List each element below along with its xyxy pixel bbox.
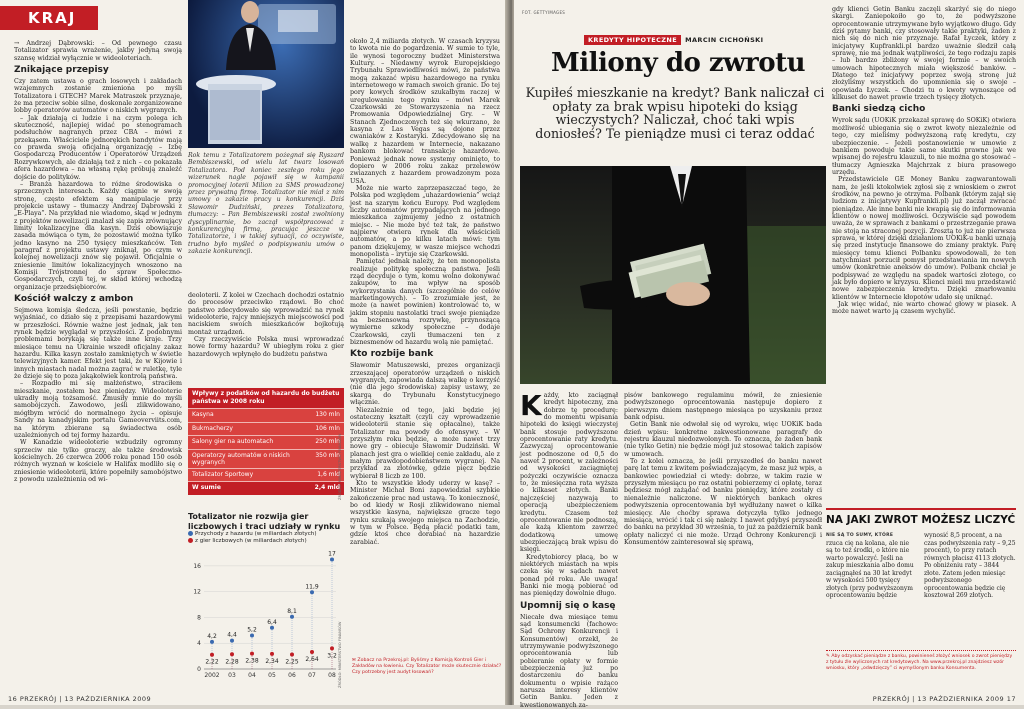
paragraph: Jak więc widać, nie warto chować głowy w piasek. A może nawet warto ją czasem wychylić. bbox=[832, 301, 1016, 316]
chart-point bbox=[210, 653, 214, 657]
revenue-chart bbox=[188, 512, 344, 690]
right-column-2 bbox=[624, 392, 822, 684]
chart-y-tick: 8 bbox=[197, 614, 201, 622]
left-column-2-text bbox=[188, 292, 344, 384]
paragraph: Sejmowa komisja śledcza, jeśli powstanie, będzie wyjaśniać, co działo się z przepisami hazardowymi w przeszłości. Równie ważne jest jednak, jak ten rynek będzie wyglądał w przyszłości. Z podobnymi problemami borykają się także inne kraje. Trzy miesiące temu na Ukrainie wszedł oficjalny zakaz hazardu. Kilka kasyn zostało zamkniętych w świetle telewizyjnych kamer. Efekt jest taki, że w Kijowie i innych miastach nadal można zagrać w ruletkę, tyle że dzieje się to poza jakąkolwiek kontrolą państwa. bbox=[14, 307, 182, 381]
chart-x-tick: 05 bbox=[268, 672, 276, 679]
chart-data-label: 2,28 bbox=[225, 658, 239, 666]
chart-y-tick: 4 bbox=[197, 640, 201, 648]
chart-title: Totalizator nie rozwija gier liczbowych i traci udziały w rynku bbox=[188, 512, 341, 531]
table-row: Operatorzy automatów o niskich wygranych 350 mln bbox=[188, 449, 344, 468]
tv-presenter-photo bbox=[188, 0, 344, 148]
right-column-3 bbox=[832, 6, 1016, 504]
kicker bbox=[584, 36, 763, 44]
box-note[interactable]: ✎ Aby odzyskać pieniądze z banku, powinieneś złożyć wniosek o zwrot pieniędzy z tytułu źle wyliczonych rat kredytowych. Na www.przekroj.pl znajdziesz wzór wniosku, który „odwdzięczy” ci wymyślonym banku Konsumenta. bbox=[826, 650, 1016, 672]
chart-point bbox=[230, 639, 234, 643]
chart-data-label: 2,38 bbox=[245, 657, 259, 665]
subheading-banki: Banki siedzą cicho bbox=[832, 104, 926, 115]
table-sum-row: W sumie 2,4 mld bbox=[188, 481, 344, 495]
chart-data-label: 2,22 bbox=[205, 658, 219, 666]
page-folio-left: 16 PRZEKRÓJ | 13 PAŹDZIERNIKA 2009 bbox=[8, 695, 152, 703]
paragraph: Pamiętać jednak należy, że ten monopolista realizuje politykę społeczną państwa. Jeśli rząd decyduje o tym, komu wolno dokonywać zakupów, to ma wpływ na sposób wykorzystania danych (szczególnie do celów marketingowych). – To zrozumiałe jest, że może (a nawet powinien) kontrolować to, w jakim stopniu nastolatki traci swoje pieniądze na bezsensowną rozrywkę, przynoszącą wymierne szkody społeczne – dodaje Czarkowski, czyli tłumaczeni ten z biznesmenów od hazardu wolą nie pamiętać. bbox=[350, 258, 500, 347]
chart-data-label: 8,1 bbox=[287, 607, 297, 615]
chart-x-tick: 07 bbox=[308, 672, 316, 679]
man-with-money-photo bbox=[520, 166, 826, 384]
left-column-1 bbox=[14, 40, 182, 690]
table-row: Bukmacherzy 106 mln bbox=[188, 422, 344, 436]
box-left-head: NIE SĄ TO SUMY, KTÓRE bbox=[826, 533, 894, 538]
lead-paragraph: Kupiłeś mieszkanie na kredyt? Bank naliczał ci opłaty za brak wpisu hipoteki do ksiąg wieczystych? Naliczał, choć taki wpis doniosłeś? Te pieniądze musi ci teraz oddać bbox=[525, 85, 825, 141]
kicker-tag: KREDYTY HIPOTECZNE bbox=[584, 35, 681, 45]
subheading-znikajace: Znikające przepisy bbox=[14, 65, 109, 76]
paragraph: Getin Bank nie odwołał się od wyroku, więc UOKiK bada dzień wpisu: konkretne zakwestionowane paragrafy do rejestru klauzul niedozwolonych. To oznacza, że żaden bank (nie tylko Getin) nie będzie mógł już stosować takich zapisów w umowach. bbox=[624, 421, 822, 458]
chart-source: ŹRÓDŁO: MINISTERSTWO FINANSÓW bbox=[338, 621, 342, 688]
chart-y-tick: 12 bbox=[193, 588, 201, 596]
chart-data-label: 4,4 bbox=[227, 631, 237, 639]
chart-point bbox=[310, 590, 314, 594]
paragraph: Kto te wszystkie kłody uderzy w kasę? – Minister Michał Boni zapowiedział szybkie zakończenie prac nad ustawą. To konieczność, bo od kiedy w Rosji zlikwidowano niemal wszystkie kasyna, największe gracze tego rynku szukają swojego miejsca na Zachodzie, w tym w Polsce. Będą płacić podatki tam, gdzie ktoś chce dorabiać na hazardzie zarabiać. bbox=[350, 479, 500, 546]
right-page bbox=[514, 0, 1024, 709]
paragraph: – Rozpadło mi się małżeństwo, straciłem mieszkanie, zostałem bez pieniędzy. Wideoloterie ukradły moją tożsamość. Zmusiły mnie do myśli samobójczych. Zawodowo, jeśli zlikwidowano, mógłbym wrócić do normalnego życia – opisuje Sandy na kanadyjskim portalu Gameoverviits.com, na którym zbierane są świadectwa osób uzależnionych od tej formy hazardu. bbox=[14, 380, 182, 439]
chart-data-label: 6,4 bbox=[267, 618, 277, 626]
paragraph: To z kolei oznacza, że jeśli przyszedłeś do banku nawet parę lat temu z kwitem poświadczającym, że masz już wpis, a bankowiec powiedział ci wtedy: dobrze, w takim razie w przyszłym miesiącu po raz ostatni pobierzemy ci opłatę, teraz będziesz mógł zażądać od banku pieniędzy, które zostały ci nienależnie naliczone. W niektórych bankach okres podwyższenia oprocentowania był wydłużany nawet o kilka miesięcy. Ale choćby sprawa dotyczyła tylko jednego miesiąca, wrócić i tak ci się należy. I nawet gdybyś przyszedł do banku na przykład 30 września, to już za październik bank opłaty naliczyć ci nie może. Urząd Ochrony Konkurencji i Konsumentów zainteresował się sprawą, bbox=[624, 458, 822, 546]
author-name: MARCIN CICHOŃSKI bbox=[685, 36, 764, 44]
paragraph: gdy klienci Getin Banku zaczęli skarżyć się do niego skargi. Zaniepokoiło go to, że podwyższone oprocentowanie utrzymywane było wyjątkowo długo. Gdy dziś pytamy banki, czy stosowały takie praktyki, żaden z nich się do nich nie przyznaje. Rafał Łyczek, który z inicjatywy Kupfrankli.pl bardzo uważnie śledził całą sprawę, nie ma jednak wątpliwości, że tego rodzaju zapis – lub bardzo zbliżony w swojej formie – w swoich umowach hipotecznych miała większość banków. – Dlatego też inicjatywy poprzez swoją stronę już złożyliśmy wszystkich do upomnienia się o swoje – opowiada Łyczek. – Chodzi tu o kwoty wynoszące od kilkuset do nawet prawie trzech tysięcy złotych. bbox=[832, 6, 1016, 102]
box-left-text: rzuca cię na kolana, ale nie są to też środki, o które nie warto powalczyć. Jeśli na zakup mieszkania albo domu zaciągnąłeś na 30 lat kredyt w wysokości 500 tysięcy złotych (przy podwyższonym oprocentowaniu będzie bbox=[826, 539, 914, 599]
paragraph: Czy rzeczywiście Polska musi wprowadzać nowe formy hazardu? W ubiegłym roku z gier hazardowych wpłynęło do budżetu państwa bbox=[188, 336, 344, 358]
note-icon: ✎ bbox=[826, 654, 832, 659]
photo-caption: Rok temu z Totalizatorem pożegnał się Ryszard Bembiszewski, od wielu lat twarz losowań Totalizatora. Pod koniec zeszłego roku jego wizerunek nagle pojawił się w kampanii promocyjnej loterii Milion za SMS prowadzonej przez prywatną firmę. Totalizator nie miał z nim umowy o zakazie pracy u konkurencji. Dziś Sławomir Dudziński, prezes Totalizatora, tłumaczy: – Pan Bembiszewski został zwolniony dyscyplinarnie, bo zaczął współpracować z konkurencyjną firmą, pracując jeszcze w Totalizatorze, i w takiej sytuacji, co oczywiste, trudno było myśleć o podpisywaniu umów o zakazie konkurencji. bbox=[188, 152, 344, 256]
table-source: ŹRÓDŁO: MINISTERSTWO FINANSÓW bbox=[338, 433, 342, 500]
paragraph: około 2,4 miliarda złotych. W czasach kryzysu to kwota nie do pogardzenia. W sumie to tyle, ile wynosi tegoroczny budżet Ministerstwa Kultury. – Niedawny wyrok Europejskiego Trybunału Sprawiedliwości mówi, że państwa mogą zakazać wpisu hazardowego na rynku internetowego w ramach swoich granic. Do tej pory kowych środków szukałbym raczej w uregulowaniu tego rynku – mówi Marek Czarkowski ze Stowarzyszenia na rzecz Promowania Odpowiedzialnej Gry. – W Stanach Zjednoczonych też się wkurzano, że kasyna z Las Vegas są dojone przez cwaniaków z Kostaryki. Zdecydowano się na walkę z hazardem w Internecie, nakazano bankom blokować transakcje hazardowe. Ponieważ jednak nowe systemy ominięto, to dopiero w 2006 roku zakaz przelewów zwiazanych z hazardem prowadzonym poza USA. bbox=[350, 38, 500, 185]
intro-paragraph: → Andrzej Dąbrowski: – Od pewnego czasu Totalizator sprawia wrażenie, jakby jedyną swoją szansę widział wyłącznie w wideoloteriach. bbox=[14, 40, 182, 62]
tax-revenue-table bbox=[188, 388, 344, 495]
left-column-3 bbox=[350, 38, 500, 654]
right-column-1 bbox=[520, 389, 618, 709]
chart-y-tick: 0 bbox=[197, 666, 201, 673]
photo-credit: FOT. GETTYIMAGES bbox=[522, 10, 566, 15]
box-right-column bbox=[924, 532, 1016, 600]
chart-data-label: 3,2 bbox=[327, 652, 337, 660]
chart-x-tick: 03 bbox=[228, 672, 236, 679]
table-row: Kasyna 130 mln bbox=[188, 408, 344, 422]
chart-plot bbox=[188, 545, 344, 683]
subheading-kto-rozbije: Kto rozbije bank bbox=[350, 349, 434, 360]
chart-point bbox=[290, 615, 294, 619]
chart-point bbox=[270, 626, 274, 630]
website-promo[interactable]: ✉ Zobacz na Przekroj.pl: Byliśmy z Komisją Kontroli Gier i Zakładów na łowieniu. Czy Totalizator może skutecznie działać? Czy potrzebny jest audyt łosowań? bbox=[352, 658, 502, 675]
chart-y-tick: 16 bbox=[193, 562, 201, 570]
promo-icon: ✉ bbox=[352, 658, 358, 663]
paragraph: – Jak działają ci ludzie i na czym polega ich skuteczność, najlepiej widać po stenogramach podsłuchów nagranych przez CBA – mówi z przekąsem. Właściciele jednorękich bandytów mają co prawda swoją oficjalną organizację – Izbę Gospodarczą Producentów i Operatorów Urządzeń Rozrywkowych, ale działają też z nich – co pokazała afera hazardowa – na własną rękę próbują znaleźć dojście do polityków. bbox=[14, 114, 182, 181]
chart-x-tick: 08 bbox=[328, 672, 336, 679]
paragraph: deoloterii. Z kolei w Czechach dochodzi ostatnio do procesów przeciwko rządowi. Bo choć państwo zdecydowało się wprowadzić na rynek wideoloterie, rajcy mniejszych miejscowości pod naciskiem swoich mieszkańców bojkotują montaż urządzeń. bbox=[188, 292, 344, 336]
table-title: Wpływy z podatków od hazardu do budżetu państwa w 2008 roku bbox=[188, 388, 344, 408]
paragraph: Wyrok sądu (UOKiK przekazał sprawę do SOKiK) otwiera możliwość ubiegania się o zwrot kwoty niezależnie od tego, czy mieliśmy podwyższoną ratę kredytu, czy ubezpieczenie. – Jeżeli postanowienie w umowie z bankiem powoduje takie same skutki prawne jak we wpisanej do rejestru klauzuli, to nie można go stosować – tłumaczy Agnieszka Majchrzak z biura prasowego urzędu. bbox=[832, 117, 1016, 176]
paragraph: Kredytobiorcy płacą, bo w niektórych miastach na wpis czeka się w sądach nawet ponad pół roku. Ale uwaga! Banki nie mogą pobierać od nas pieniędzy dowolnie długo. bbox=[520, 553, 618, 598]
paragraph: Niecałe dwa miesiące temu sąd konsumencki (fachowo: Sąd Ochrony Konkurencji i Konsumentów) orzekł, że utrzymywanie podwyższonego oprocentowania lub pobieranie opłaty w formie ubezpieczenia już po dostarczeniu do banku dokumentu o wpisie rażąco narusza interesy klientów Getin Banku. Jeden z kwestionowanych za- bbox=[520, 613, 618, 709]
chart-data-label: 2,34 bbox=[265, 657, 279, 665]
chart-point bbox=[230, 652, 234, 656]
refund-info-box bbox=[826, 508, 1016, 684]
subheading-kosciol: Kościół walczy z ambon bbox=[14, 294, 134, 304]
chart-x-tick: 2002 bbox=[204, 672, 220, 679]
chart-data-label: 2,64 bbox=[305, 655, 319, 663]
chart-point bbox=[310, 650, 314, 654]
chart-point bbox=[250, 652, 254, 656]
box-right-text: wynosić 8,5 procent, a na czas podwyższenia raty – 9,25 procent), to przy ratach równych płacisz 4113 złotych. Po obniżeniu raty – 3844 złote. Zatem jeden miesiąc podwyższonego oprocentowania będzie cię kosztował 269 złotych. bbox=[924, 532, 1016, 599]
paragraph: pisów bankowego regulaminu mówił, że zniesienie podwyższonego oprocentowania następuje dopiero z pierwszym dniem następnego miesiąca po uzyskaniu przez bank odpisu. bbox=[624, 392, 822, 422]
box-left-column bbox=[826, 532, 916, 600]
paragraph: Sławomir Matuszewski, prezes organizacji zrzeszającej operatorów urządzeń o niskich wygranych, zapowiada dalszą walkę o korzyść (nie dla jego środowiska) zapisy ustawy, ze skargą do Trybunału Konstytucyjnego włącznie. bbox=[350, 362, 500, 407]
chart-point bbox=[250, 633, 254, 637]
chart-point bbox=[330, 557, 334, 561]
chart-point bbox=[270, 652, 274, 656]
presenter-illustration bbox=[188, 0, 344, 148]
paragraph: Przedstawiciele GE Money Banku zagwarantowali nam, że jeśli ktokolwiek zgłosi się z wnioskiem o zwrot środków, na pewno je otrzyma. Polbank (którym zajął się ludziom z inicjatywy Kupfrankli.pl) już zaczął zwracać pieniądze. Ale inne banki nie kwapią się do informowania klientów o nowej możliwości. Oczywiście sąd powodem uważa, że w sprawach z bankami o przestrzeganie prawa nie stoją na straconej pozycji. Zresztą to już nie pierwsza sprawa, w której dzięki działaniom UOKiK-u banki uznają się przed instytucje finansowe do zmiany praktyk. Parę miesięcy temu klienci Polbanku spowodowali, że ten natychmiast porzucił pomysł przedstawiania im nowych umów (konkretnie aneksów do umów). Polbank chciał je podpisywać ze względu na spadek wartości złotego, co jak było dopiero w kryzysu. Klienci mieli mu przedstawić nowe zabezpieczenia kredytu. Dzięki zmarłowaniu klientów w Internecie kłopotów udało się uniknąć. bbox=[832, 176, 1016, 301]
table-row: Salony gier na automatach 250 mln bbox=[188, 435, 344, 449]
chart-data-label: 5,2 bbox=[247, 626, 257, 634]
chart-x-tick: 04 bbox=[248, 672, 256, 679]
box-title: NA JAKI ZWROT MOŻESZ LICZYĆ bbox=[826, 514, 1016, 526]
page-folio-right: PRZEKRÓJ | 13 PAŹDZIERNIKA 2009 17 bbox=[872, 695, 1016, 703]
chart-point bbox=[210, 640, 214, 644]
paragraph: – Branża hazardowa to różne środowiska o sprzecznych interesach. Każdy ciągnie w swoją stronę, często efektem są manipulacje przy projekcie ustawy – tłumaczy Andrzej Dąbrowski z „E-Playa”. Na przykład nie wiadomo, skąd w jednym z projektów nowelizacji znalazł się zapis zrównujący limity lokalizacyjne dla kasyn. Dziś obowiązuje zasada mówiąca o tym, że pozostawić można tylko jedno kasyno na 250 tysięcy mieszkańców. Ten paragraf z projektu ustawy zniknął, po czym w kolejnej nowelizacji znów się pojawił. Oficjalnie o zniesienie limitów lokalizacyjnych wnoszono na Komisji Trójstronnej do spraw Społeczno-Gospodarczych, czyli tej, w skład której wchodzą organizacje przedsiębiorców. bbox=[14, 180, 182, 291]
chart-data-label: 11,9 bbox=[305, 583, 319, 591]
dropcap: K bbox=[520, 389, 542, 422]
chart-point bbox=[290, 653, 294, 657]
chart-legend-2: z gier liczbowych (w miliardach złotych) bbox=[188, 538, 344, 545]
headline: Miliony do zwrotu bbox=[551, 48, 805, 78]
paragraph: Niezależnie od tego, jaki będzie jej ostateczny kształt (czyli czy wprowadzenie wideoloterii stanie się opłacalne), także Totalizator ma powody do ofensywy. – W przyszłym roku będzie, a może nawet trzy nowe gry – obiecuje Sławomir Dudziński. W planach jest gra o wielkiej cenie zakładu, ale z małym prawdopodobieństwem wygranej. Na przykład za złotówkę, gdzie pięcz będzie wybierał 8 liczb ze 100. bbox=[350, 406, 500, 480]
money-illustration bbox=[520, 166, 826, 384]
paragraph: Każdy, kto zaciągnął kredyt hipoteczny, zna dobrze tę procedurę: do momentu wpisania hipoteki do księgi wieczystej bank stosuje podwyższone oprocentowanie raty kredytu. Zazwyczaj oprocentowanie jest podnoszone od 0,5 do nawet 2 procent, w zależności od wysokości zaciągniętej pożyczki oczywiście oznacza to, że miesięczna rata wyższa o kilkaset złotych. Banki najczęściej nazywają to operacją ubezpieczeniem kredytu. Czasem też oprocentowanie nie podnoszą, ale każą klientom zawrzeć dodatkową umowę ubezpieczającą brak wpisu do księgi. bbox=[520, 389, 618, 554]
chart-legend-1: Przychody z hazardu (w miliardach złotych) bbox=[188, 531, 344, 538]
chart-data-label: 17 bbox=[328, 550, 336, 558]
paragraph: Czy zatem ustawa o grach losowych i zakładach wzajemnych zostanie zmieniona po myśli Totalizatora i GTECH? Marek Matraszek przyznaje, że ma przeciw sobie silne, doskonale zorganizowane lobby operatorów automatów o niskich wygranych. bbox=[14, 78, 182, 115]
subheading-upomnij: Upomnij się o kasę bbox=[520, 600, 616, 611]
section-label: KRAJ bbox=[0, 6, 98, 30]
chart-data-label: 4,2 bbox=[207, 632, 217, 640]
table-row: Totalizator Sportowy 1,6 mld bbox=[188, 468, 344, 482]
paragraph: W Kanadzie wideoloterie wzbudziły ogromny sprzeciw nie tylko graczy, ale także środowisk kościelnych. 26 czerwca 2006 roku ponad 150 osób różnych wyznań w kościele w Halifax modliło się o zniesienie wideoloterii, które popełniły samobójstwo z powodu uzależnienia od wi- bbox=[14, 439, 182, 483]
paragraph: Może nie warto zaprzepaszczać tego, że Polska pod względem „uhazardowienia” wciąż jest na szarym końcu Europy. Pod względem liczby automatów przypadających na jednego mieszkańca zajmujemy jedno z ostatnich miejsc. – Nie może być też tak, że państwo najpierw otwiera rynek dla właścicieli automatów, a po kilku latach mówi: tym panom dziękujemy, w wasze miejsce wchodzi monopolista – irytuje się Czarkowski. bbox=[350, 184, 500, 258]
chart-data-label: 2,25 bbox=[285, 658, 299, 666]
chart-x-tick: 06 bbox=[288, 672, 296, 679]
left-page bbox=[0, 0, 510, 705]
chart-point bbox=[330, 646, 334, 650]
